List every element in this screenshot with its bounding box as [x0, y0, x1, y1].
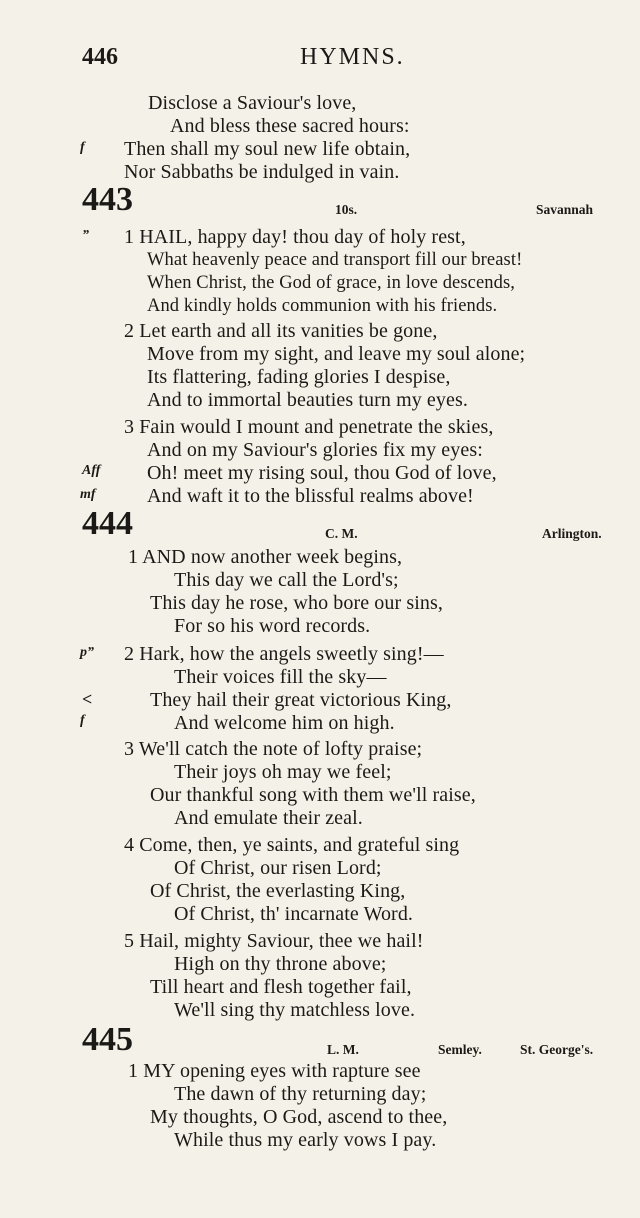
dynamic-mark: p”: [80, 645, 94, 660]
hymn-number: 445: [82, 1021, 133, 1058]
running-title: HYMNS.: [300, 44, 405, 70]
hymn-meter: L. M.: [327, 1042, 359, 1057]
crescendo-mark: <: [82, 689, 93, 709]
hymn-tune: Arlington.: [542, 526, 602, 541]
hymn-line: The dawn of thy returning day;: [174, 1083, 427, 1105]
hymn-line: 1 HAIL, happy day! thou day of holy rest,: [124, 226, 466, 248]
hymn-line: High on thy throne above;: [174, 953, 387, 975]
hymn-line: While thus my early vows I pay.: [174, 1129, 437, 1151]
hymn-line: Their joys oh may we feel;: [174, 761, 392, 783]
dynamic-mark: mf: [80, 487, 96, 502]
hymn-line: Its flattering, fading glories I despise,: [147, 366, 451, 388]
hymn-line: 2 Hark, how the angels sweetly sing!—: [124, 643, 444, 665]
continuation-line: Disclose a Saviour's love,: [148, 92, 357, 114]
hymn-line: Of Christ, the everlasting King,: [150, 880, 406, 902]
dynamic-mark: f: [80, 140, 85, 155]
hymn-line: And on my Saviour's glories fix my eyes:: [147, 439, 483, 461]
hymn-line: This day he rose, who bore our sins,: [150, 592, 443, 614]
hymn-number: 443: [82, 181, 133, 218]
hymn-line: When Christ, the God of grace, in love descends,: [147, 273, 516, 293]
hymn-line: And to immortal beauties turn my eyes.: [147, 389, 468, 411]
hymn-line: We'll sing thy matchless love.: [174, 999, 416, 1021]
hymn-number: 444: [82, 505, 133, 542]
hymn-line: And kindly holds communion with his friends.: [147, 296, 498, 316]
dynamic-mark: Aff: [82, 463, 101, 478]
continuation-line: Then shall my soul new life obtain,: [124, 138, 411, 160]
hymn-line: Their voices fill the sky—: [174, 666, 387, 688]
hymn-line: 3 Fain would I mount and penetrate the skies,: [124, 416, 494, 438]
hymn-line: What heavenly peace and transport fill our breast!: [147, 250, 523, 270]
dynamic-mark: ”: [82, 228, 89, 243]
continuation-line: Nor Sabbaths be indulged in vain.: [124, 161, 400, 183]
hymn-line: Oh! meet my rising soul, thou God of love,: [147, 462, 497, 484]
page-number: 446: [82, 44, 118, 70]
hymn-line: Till heart and flesh together fail,: [150, 976, 412, 998]
hymn-line: They hail their great victorious King,: [150, 689, 452, 711]
hymn-tune: Semley.: [438, 1042, 482, 1057]
hymn-tune: St. George's.: [520, 1042, 594, 1057]
hymn-line: Of Christ, th' incarnate Word.: [174, 903, 414, 925]
hymn-meter: C. M.: [325, 526, 358, 541]
hymn-meter: 10s.: [335, 202, 358, 217]
hymn-line: 2 Let earth and all its vanities be gone,: [124, 320, 438, 342]
hymn-line: 3 We'll catch the note of lofty praise;: [124, 738, 423, 760]
continuation-line: And bless these sacred hours:: [170, 115, 410, 137]
hymn-line: Move from my sight, and leave my soul alone;: [147, 343, 526, 365]
hymn-line: This day we call the Lord's;: [174, 569, 399, 591]
hymn-line: Of Christ, our risen Lord;: [174, 857, 382, 879]
hymn-line: And waft it to the blissful realms above!: [147, 485, 474, 507]
hymn-line: And welcome him on high.: [174, 712, 395, 734]
hymn-line: 4 Come, then, ye saints, and grateful sing: [124, 834, 460, 856]
dynamic-mark: f: [80, 713, 85, 728]
hymn-line: Our thankful song with them we'll raise,: [150, 784, 476, 806]
hymn-line: My thoughts, O God, ascend to thee,: [150, 1106, 448, 1128]
hymn-line: And emulate their zeal.: [174, 807, 363, 829]
hymn-line: 5 Hail, mighty Saviour, thee we hail!: [124, 930, 424, 952]
hymn-line: 1 AND now another week begins,: [128, 546, 403, 568]
hymn-line: For so his word records.: [174, 615, 371, 637]
hymn-tune: Savannah: [536, 202, 594, 217]
hymn-line: 1 MY opening eyes with rapture see: [128, 1060, 421, 1082]
